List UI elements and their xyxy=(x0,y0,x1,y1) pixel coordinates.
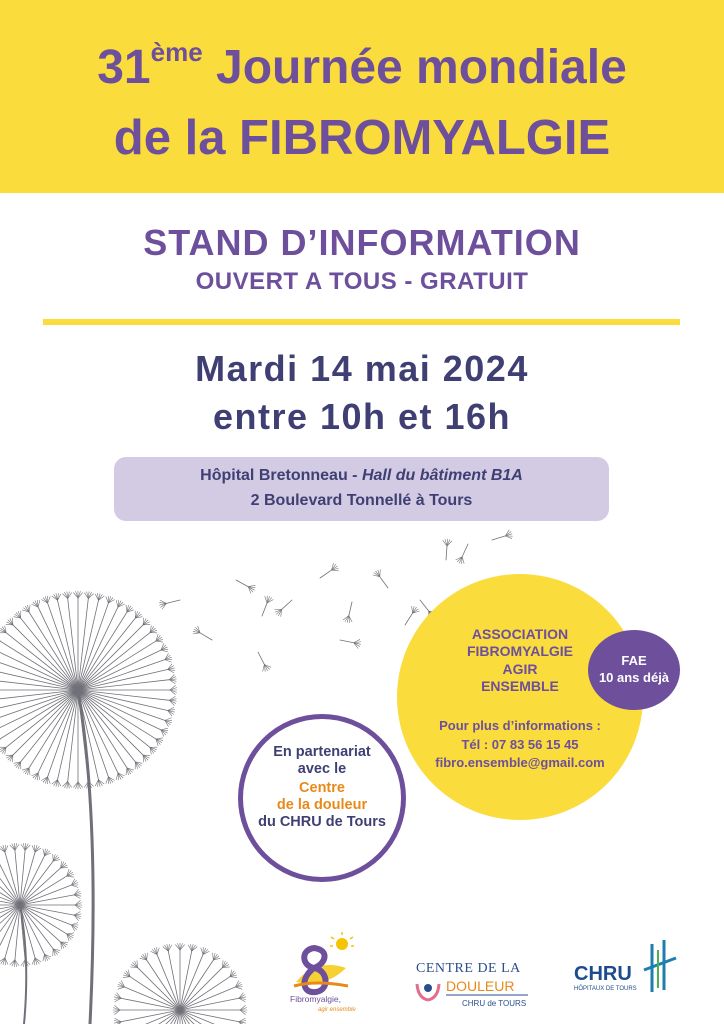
partner-highlight: de la douleur xyxy=(276,797,368,813)
event-title-line1 xyxy=(0,37,724,96)
chru-logo-name: CHRU xyxy=(574,963,632,985)
association-name-line: ENSEMBLE xyxy=(481,678,559,694)
partner-highlight: Centre xyxy=(299,780,345,796)
hands-icon xyxy=(417,984,439,1000)
centre-douleur-logo xyxy=(412,958,532,1014)
centre-logo-sub: CHRU de TOURS xyxy=(462,999,527,1008)
association-name-line: FIBROMYALGIE xyxy=(466,643,574,659)
badge-line1: FAE xyxy=(621,653,647,668)
chru-h-icon xyxy=(644,940,676,992)
email-address: fibro.ensemble@gmail.com xyxy=(435,755,605,770)
partner-last-line: du CHRU de Tours xyxy=(258,814,386,830)
edition-superscript: ème xyxy=(150,37,203,67)
association-name-line: ASSOCIATION xyxy=(471,626,569,642)
anniversary-badge xyxy=(588,630,680,710)
location-line1 xyxy=(114,467,609,485)
chru-logo xyxy=(572,938,682,998)
event-time: entre 10h et 16h xyxy=(212,396,512,437)
chru-logo-sub: HÔPITAUX DE TOURS xyxy=(574,986,637,992)
header-band xyxy=(0,0,724,193)
location-box xyxy=(114,457,609,521)
partner-line: avec le xyxy=(297,761,347,777)
fibromyalgie-logo xyxy=(286,928,362,1016)
location-address: 2 Boulevard Tonnellé à Tours xyxy=(250,492,473,509)
event-title-line2: de la FIBROMYALGIE xyxy=(113,111,611,165)
phone-number: Tél : 07 83 56 15 45 xyxy=(461,737,579,752)
stand-title: STAND D’INFORMATION xyxy=(143,222,581,263)
fibro-logo-name: Fibromyalgie, xyxy=(290,994,342,1004)
yellow-divider xyxy=(43,319,680,325)
centre-logo-title: CENTRE DE LA xyxy=(416,961,521,976)
partnership-circle xyxy=(238,714,406,882)
hospital-name: Hôpital Bretonneau - xyxy=(200,467,362,484)
event-date: Mardi 14 mai 2024 xyxy=(195,348,529,389)
sun-icon xyxy=(336,938,348,950)
stand-subtitle: OUVERT A TOUS - GRATUIT xyxy=(195,268,529,295)
centre-logo-douleur: DOULEUR xyxy=(446,978,515,994)
edition-number: 31 xyxy=(97,41,151,94)
partner-line: En partenariat xyxy=(273,744,371,760)
info-label: Pour plus d’informations : xyxy=(439,718,601,733)
hall-name: Hall du bâtiment B1A xyxy=(361,467,523,484)
fibro-logo-tagline: agir ensemble xyxy=(318,1007,356,1013)
title-line1-rest: Journée mondiale xyxy=(202,41,627,94)
association-name-line: AGIR xyxy=(502,661,538,677)
badge-line2: 10 ans déjà xyxy=(598,670,670,685)
